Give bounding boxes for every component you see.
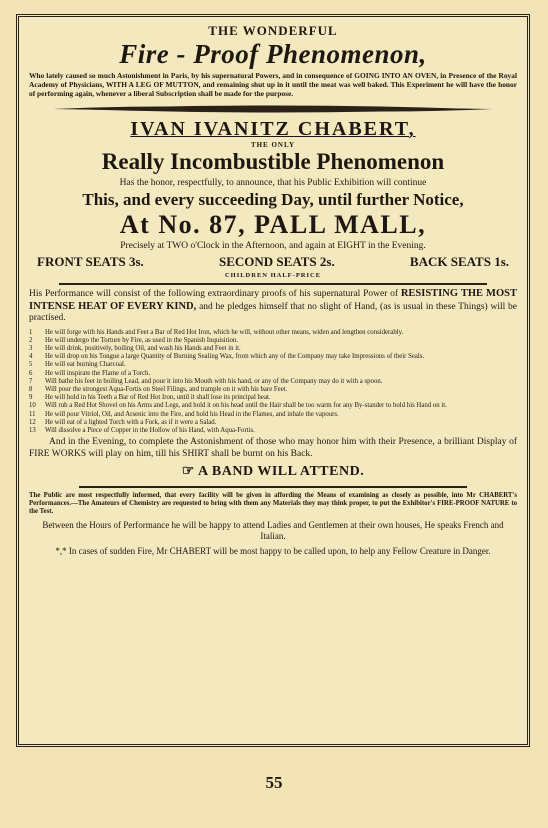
list-item — [29, 337, 517, 345]
list-item-number: 5 — [29, 361, 33, 369]
list-item-number: 3 — [29, 344, 33, 352]
list-item-number: 4 — [29, 353, 33, 361]
list-item-text: He will eat of a lighted Torch with a Fork, as if it were a Salad. — [45, 418, 217, 426]
seat-price-back: BACK SEATS 1s. — [409, 254, 509, 269]
list-item — [29, 370, 517, 378]
performer-name: IVAN IVANITZ CHABERT, — [130, 118, 416, 140]
heading-small: THE WONDERFUL — [208, 23, 338, 38]
list-item — [29, 402, 517, 410]
list-item — [29, 394, 517, 402]
list-item — [29, 353, 517, 361]
band-will-attend: ☞ A BAND WILL ATTEND. — [181, 464, 365, 480]
list-item — [29, 329, 517, 337]
list-item — [29, 386, 517, 394]
public-note: The Public are most respectfully informed, that every facility will be given in affording the Means of examining as closely as possible, into Mr CHABERT's Performances.—The Amateurs of Chemistry are requested to bring with them any Materials they may think proper, to put the Exhibitor's FIRE-PROOF NATURE to the Test. — [29, 491, 517, 516]
between-hours-note: Between the Hours of Performance he will be happy to attend Ladies and Gentlemen at their own houses, He speaks French and Italian. — [42, 520, 504, 542]
list-item-text: He will undergo the Torture by Fire, as used in the Spanish Inquisition. — [45, 336, 238, 344]
divider-rule — [59, 283, 487, 285]
list-item-number: 2 — [29, 336, 33, 344]
heading-large: Fire - Proof Phenomenon, — [119, 39, 427, 69]
children-half-price: CHILDREN HALF-PRICE — [224, 272, 322, 279]
list-item-text: He will drop on his Tongue a large Quantity of Burning Sealing Wax, from which any of the Company may take Impressions of their Seals. — [45, 353, 425, 361]
list-item-text: He will pour Vitriol, Oil, and Arsenic into the Fire, and hold his Head in the Flames, and inhale the vapours. — [45, 410, 339, 418]
divider-rule — [79, 486, 467, 488]
list-item-text: Will bathe his feet in boiling Lead, and pour it into his Mouth with his hand, or any of the Company may do it with a spoon. — [45, 377, 383, 385]
performance-list — [29, 329, 517, 436]
performance-intro-part1: His Performance will consist of the following extraordinary proofs of his supernatural Power of — [29, 289, 399, 299]
performance-intro — [29, 288, 517, 325]
the-only-label: THE ONLY — [250, 141, 296, 149]
list-item-number: 11 — [29, 410, 36, 418]
list-item-text: He will hold in his Teeth a Bar of Red Hot Iron, until it shall lose its principal heat. — [45, 394, 271, 402]
sudden-fire-note: *,* In cases of sudden Fire, Mr CHABERT will be most happy to be called upon, to help any Fellow Creature in Danger. — [55, 546, 491, 557]
intro-paragraph: Who lately caused so much Astonishment in Paris, by his supernatural Powers, and in consequence of GOING INTO AN OVEN, in Presence of the Royal Academy of Physicians, WITH A LEG OF MUTTON, and remaining shut up in it until the meat was well baked. This Experiment he will have the honor of performing again, whenever a liberal Subscription shall be made for the purpose. — [29, 71, 517, 98]
really-incombustible-heading: Really Incombustible Phenomenon — [101, 149, 445, 174]
list-item-number: 1 — [29, 328, 33, 336]
list-item-text: Will rub a Red Hot Shovel on his Arms and Legs, and hold it on his head until the Hair shall be too warm for any By-stander to hold his Hand on it. — [45, 402, 447, 410]
list-item-number: 7 — [29, 377, 33, 385]
list-item-number: 10 — [29, 402, 36, 410]
list-item-number: 8 — [29, 385, 33, 393]
list-item — [29, 411, 517, 419]
list-item-text: He will drink, positively, boiling Oil, and wash his Hands and Feet in it. — [45, 344, 241, 352]
list-item-number: 13 — [29, 426, 36, 434]
seat-prices — [29, 254, 517, 270]
list-item-number: 9 — [29, 394, 33, 402]
page-number: 55 — [265, 773, 283, 792]
list-item-text: He will inspirate the Flame of a Torch. — [45, 369, 151, 377]
list-item-number: 6 — [29, 369, 33, 377]
poster-sheet — [16, 14, 530, 747]
address-line: At No. 87, PALL MALL, — [119, 210, 427, 239]
list-item — [29, 345, 517, 353]
list-item-text: Will pour the strongest Aqua-Fortis on Steel Filings, and trample on it with his bare Feet. — [45, 385, 288, 393]
performance-intro-emphasis: RESISTING THE MOST INTENSE HEAT OF EVERY KIND, — [29, 288, 517, 312]
seat-price-front: FRONT SEATS 3s. — [37, 254, 144, 269]
list-item — [29, 419, 517, 427]
honor-announcement: Has the honor, respectfully, to announce, that his Public Exhibition will continue — [119, 178, 427, 188]
list-item-text: He will forge with his Hands and Feet a Bar of Red Hot Iron, which he will, without other means, widen and lengthen considerably. — [45, 328, 404, 336]
list-item — [29, 378, 517, 386]
list-item-text: He will eat burning Charcoal. — [45, 361, 126, 369]
succeeding-day-line: This, and every succeeding Day, until further Notice, — [82, 190, 464, 209]
list-item — [29, 361, 517, 369]
evening-fireworks-paragraph: And in the Evening, to complete the Astonishment of those who may honor him with their Presence, a brilliant Display of FIRE WORKS will play on him, till his SHIRT shall be burnt on his Back. — [29, 437, 517, 459]
times-line: Precisely at TWO o'Clock in the Afternoon, and again at EIGHT in the Evening. — [120, 241, 426, 251]
list-item — [29, 427, 517, 435]
performance-intro-part2: and he pledges himself that no slight of Hand, (as is usual in these Things) will be practised. — [29, 301, 518, 323]
ornamental-rule-icon — [53, 103, 493, 115]
list-item-text: Will dissolve a Piece of Copper in the Hollow of his Hand, with Aqua-Fortis. — [45, 426, 255, 434]
list-item-number: 12 — [29, 418, 36, 426]
seat-price-second: SECOND SEATS 2s. — [219, 254, 335, 269]
